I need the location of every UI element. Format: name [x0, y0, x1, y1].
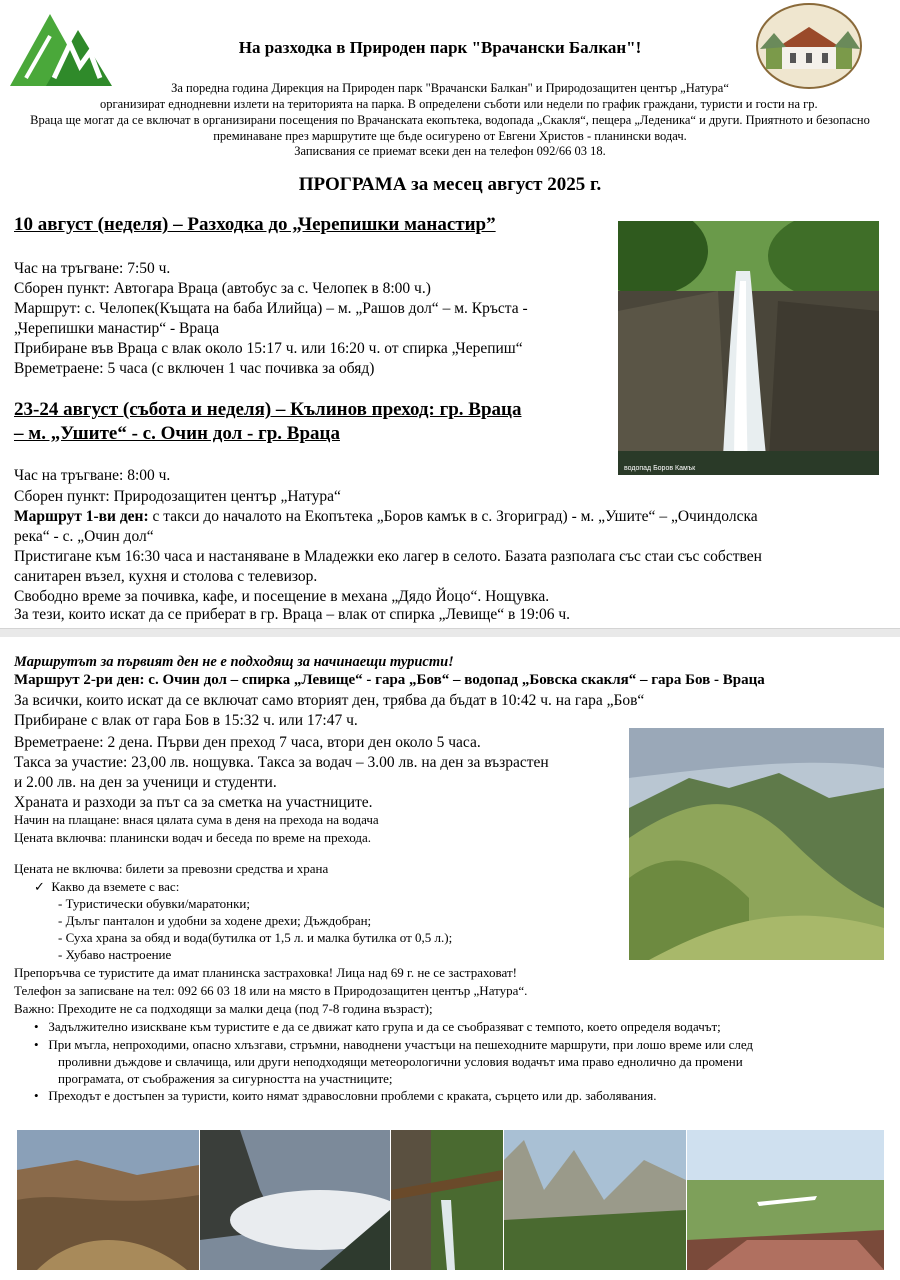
- price-excludes: Цената не включва: билети за превозни средства и храна: [14, 861, 329, 876]
- bullet-icon: •: [34, 1088, 39, 1103]
- bring-item: - Дълъг панталон и удобни за ходене дрехи; Дъждобран;: [58, 913, 372, 928]
- trip2-fee: Такса за участие: 23,00 лв. нощувка. Такса за водач – 3.00 лв. на ден за възрастен: [14, 754, 549, 771]
- insurance-note: Препоръчва се туристите да имат планинска застраховка! Лица над 69 г. не се застраховат!: [14, 965, 517, 980]
- trip2-arrival-cont: санитарен възел, кухня и столова с телевизор.: [14, 568, 318, 585]
- trip2-meeting: Сборен пункт: Природозащитен център „Натура“: [14, 488, 341, 505]
- bring-title-text: Какво да вземете с вас:: [51, 879, 180, 894]
- natura-center-logo: [756, 3, 862, 89]
- payment-info: Начин на плащане: внася цялата сума в деня на прехода на водача: [14, 812, 379, 827]
- page-title: На разходка в Природен парк "Врачански Балкан"!: [238, 38, 642, 57]
- gallery-photo-bridge: [391, 1130, 503, 1270]
- trip2-duration: Времетраене: 2 дена. Първи ден преход 7 часа, втори ден около 5 часа.: [14, 734, 481, 751]
- intro-line-2: организират еднодневни излети на територията на парка. В определени съботи или недели по график граждани, туристи и гости на гр.: [100, 97, 818, 111]
- trip2-heading: 23-24 август (събота и неделя) – Кълинов преход: гр. Враца: [14, 399, 522, 420]
- trip1-heading: 10 август (неделя) – Разходка до „Черепишки манастир”: [14, 214, 496, 235]
- day1-text: с такси до началото на Екопътека „Боров камък в с. Згориград) - м. „Ушите“ – „Очиндолска: [148, 508, 758, 525]
- trip2-return-train: За тези, които искат да се приберат в гр. Враца – влак от спирка „Левище“ в 19:06 ч.: [14, 606, 571, 623]
- bullet-icon: •: [34, 1037, 39, 1052]
- rule-text: При мъгла, непроходими, опасно хлъзгави, стръмни, наводнени участъци на пешеходните маршрути, при лошо време или след: [48, 1037, 754, 1052]
- rule-bullet: [34, 1036, 753, 1053]
- waterfall-caption: водопад Боров Камък: [624, 465, 696, 472]
- important-note: Важно: Преходите не са подходящи за малки деца (под 7-8 година възраст);: [14, 1001, 433, 1016]
- trip1-line: Времетраене: 5 часа (с включен 1 час почивка за обяд): [14, 360, 375, 377]
- rule-text-cont: програмата, от съображения за сигурността на участниците;: [58, 1071, 393, 1086]
- program-title: ПРОГРАМА за месец август 2025 г.: [298, 174, 602, 195]
- waterfall-photo: [618, 221, 879, 475]
- gallery-photo-canyon: [17, 1130, 199, 1270]
- bring-item: - Хубаво настроение: [58, 947, 172, 962]
- trip1-line: „Черепишки манастир“ - Враца: [14, 320, 220, 337]
- checkmark-icon: ✓: [34, 879, 45, 894]
- trip2-heading: – м. „Ушите“ - с. Очин дол - гр. Враца: [14, 423, 340, 444]
- trip2-arrival: Пристигане към 16:30 часа и настаняване в Младежки еко лагер в селото. Базата разполага със стаи със собствен: [14, 548, 762, 565]
- trip1-line: Час на тръгване: 7:50 ч.: [14, 260, 171, 277]
- ridge-photo: [629, 728, 884, 960]
- trip2-join-day2: За всички, които искат да се включат само вторият ден, трябва да бъдат в 10:42 ч. на гара „Бов“: [14, 692, 645, 709]
- gallery-photo-glider: [687, 1130, 884, 1270]
- intro-line-1: За поредна година Дирекция на Природен парк "Врачански Балкан" и Природозащитен център „Натура“: [171, 81, 729, 95]
- intro-line-3: Враца ще могат да се включат в организирани посещения по Врачанската екопътека, водопада „Скакля“, пещера „Леденика“ и други. Приятното и безопасно: [30, 113, 870, 127]
- gallery-photo-fog: [200, 1130, 390, 1270]
- rule-bullet: [34, 1018, 721, 1035]
- day1-label: Маршрут 1-ви ден:: [14, 508, 149, 525]
- bullet-icon: •: [34, 1019, 39, 1034]
- rule-text: Задължително изискване към туристите е да се движат като група и да се съобразяват с темпото, което определя водачът;: [48, 1019, 721, 1034]
- trip2-departure: Час на тръгване: 8:00 ч.: [14, 467, 171, 484]
- trip2-day1: [14, 507, 758, 527]
- phone-info: Телефон за записване на тел: 092 66 03 18 или на място в Природозащитен център „Натура“.: [14, 983, 528, 998]
- trip1-line: Сборен пункт: Автогара Враца (автобус за с. Челопек в 8:00 ч.): [14, 280, 431, 297]
- page-divider: [0, 628, 900, 637]
- trip2-free-time: Свободно време за почивка, кафе, и посещение в механа „Дядо Йоцо“. Нощувка.: [14, 588, 550, 605]
- trip2-return-day2: Прибиране с влак от гара Бов в 15:32 ч. или 17:47 ч.: [14, 712, 358, 729]
- trip1-line: Прибиране във Враца с влак около 15:17 ч. или 16:20 ч. от спирка „Черепиш“: [14, 340, 523, 357]
- trip1-line: Маршрут: с. Челопек(Къщата на баба Илийца) – м. „Рашов дол“ – м. Кръста -: [14, 300, 528, 317]
- park-logo: [6, 8, 116, 88]
- price-includes: Цената включва: планински водач и беседа по време на прехода.: [14, 830, 371, 845]
- rule-text: Преходът е достъпен за туристи, които нямат здравословни проблеми с краката, сърцето или др. заболявания.: [48, 1088, 657, 1103]
- bring-title: [34, 878, 179, 895]
- gallery-photo-rocks: [504, 1130, 686, 1270]
- bring-item: - Суха храна за обяд и вода(бутилка от 1,5 л. и малка бутилка от 0,5 л.);: [58, 930, 453, 945]
- trip2-day2: Маршрут 2-ри ден: с. Очин дол – спирка „Левище“ - гара „Бов“ – водопад „Бовска скакля“ – гара Бов - Враца: [14, 672, 765, 688]
- trip2-food: Храната и разходи за път са за сметка на участниците.: [14, 794, 373, 811]
- rule-text-cont: проливни дъждове и свлачища, или други неподходящи метеорологични условия водачът има право еднолично да промени: [58, 1054, 743, 1069]
- intro-line-5: Записвания се приемат всеки ден на телефон 092/66 03 18.: [294, 144, 606, 158]
- trip2-fee-cont: и 2.00 лв. на ден за ученици и студенти.: [14, 774, 277, 791]
- trip2-day1-cont: река“ - с. „Очин дол“: [14, 528, 154, 545]
- intro-line-4: преминаване през маршрутите ще бъде осигурено от Евгени Христов - планински водач.: [213, 129, 687, 143]
- bring-item: - Туристически обувки/маратонки;: [58, 896, 250, 911]
- trip2-warning: Маршрутът за първият ден не е подходящ за начинаещи туристи!: [14, 654, 454, 670]
- rule-bullet: [34, 1087, 656, 1104]
